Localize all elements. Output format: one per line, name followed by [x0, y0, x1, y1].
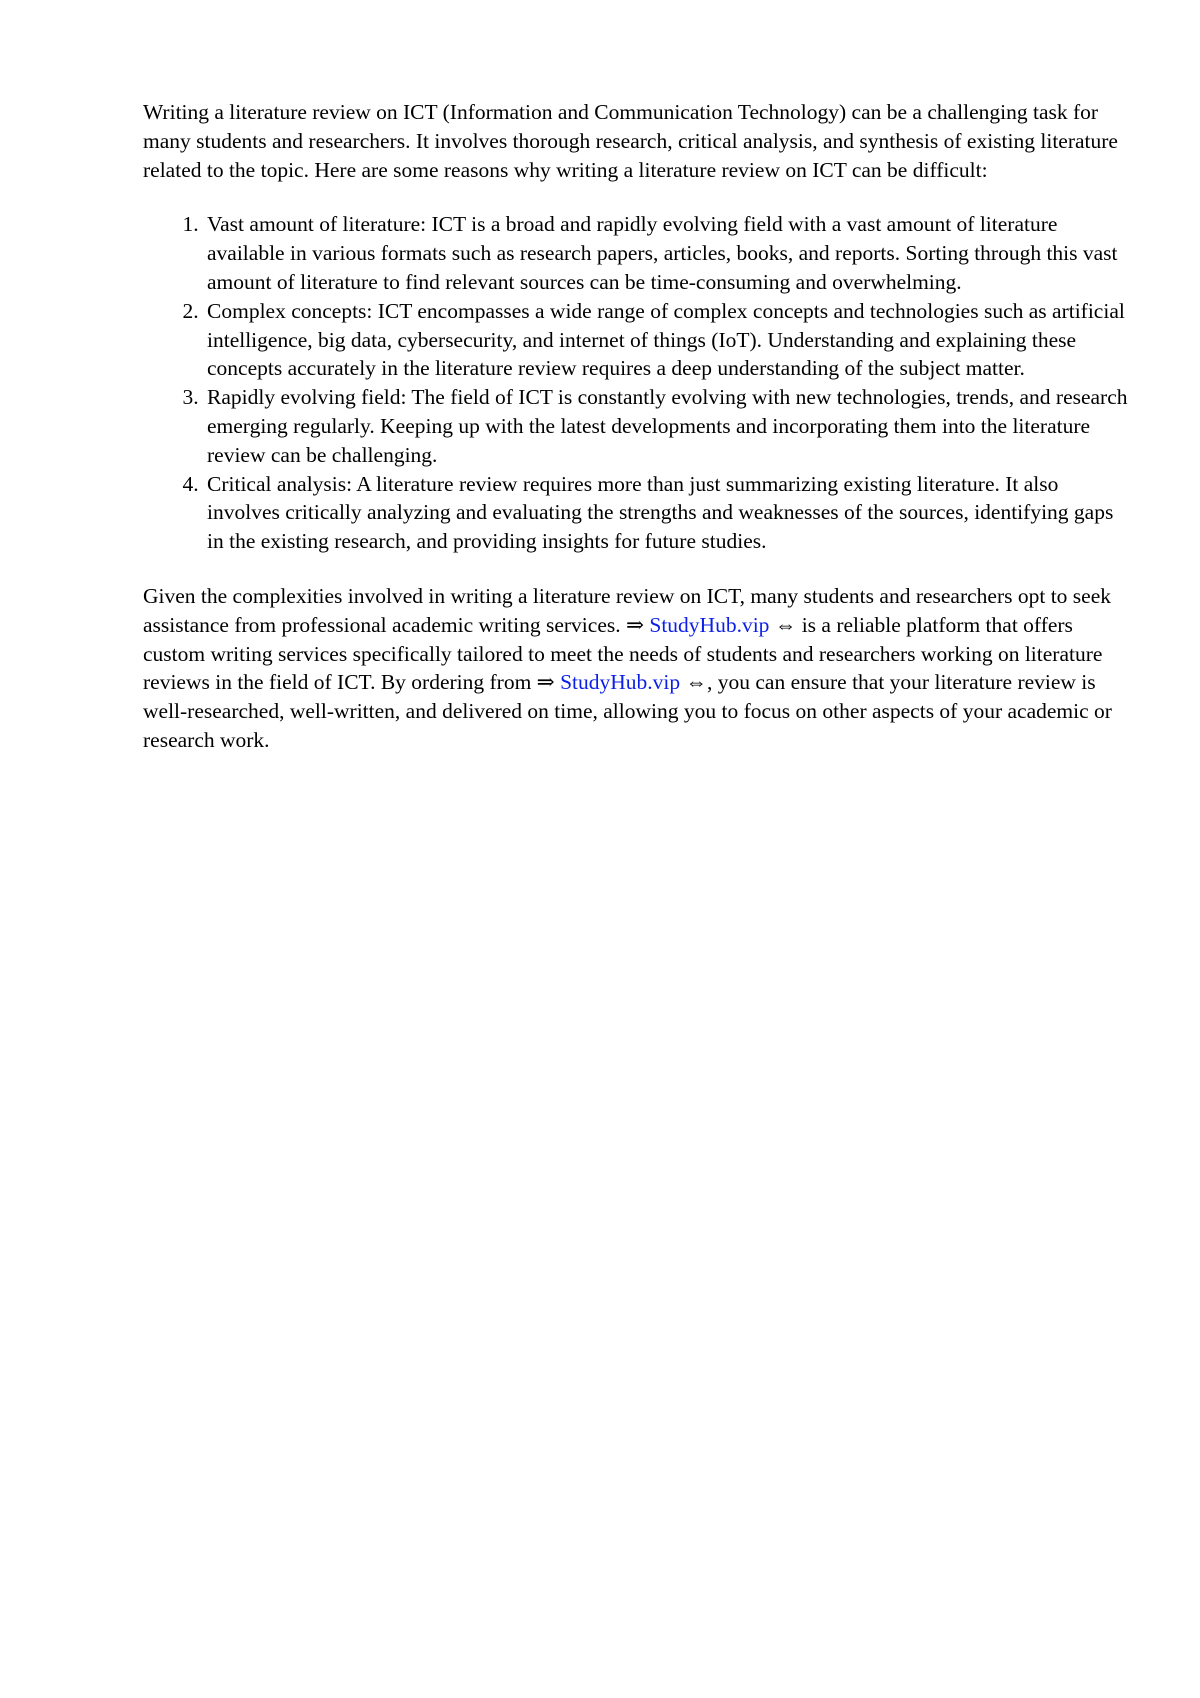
closing-text-1: Given the complexities involved in writing a literature review on ICT, many students and researchers opt to seek assistance from professional academic writing services. ⇒ [143, 583, 1112, 637]
closing-text-3: ⇔, you can ensure that your literature review is well-researched, well-written, and delivered on time, allowing you to focus on other aspects of your academic or research work. [143, 670, 1112, 752]
studyhub-link-2[interactable]: StudyHub.vip [560, 670, 681, 695]
reasons-list [143, 210, 1133, 556]
list-item: 1. Vast amount of literature: ICT is a broad and rapidly evolving field with a vast amount of literature available in various formats such as research papers, articles, books, and reports. Sorting through this vast amount of literature to find relevant sources can be time-consuming and overwhelming. [204, 210, 1133, 296]
list-item: 4. Critical analysis: A literature review requires more than just summarizing existing literature. It also involves critically analyzing and evaluating the strengths and weaknesses of the sources, identifying gaps in the existing research, and providing insights for future studies. [204, 470, 1133, 556]
closing-paragraph [143, 582, 1133, 755]
intro-paragraph: Writing a literature review on ICT (Information and Communication Technology) can be a challenging task for many students and researchers. It involves thorough research, critical analysis, and synthesis of existing literature related to the topic. Here are some reasons why writing a literature review on ICT can be difficult: [143, 100, 1118, 182]
list-item: 2. Complex concepts: ICT encompasses a wide range of complex concepts and technologies such as artificial intelligence, big data, cybersecurity, and internet of things (IoT). Understanding and explaining these concepts accurately in the literature review requires a deep understanding of the subject matter. [204, 297, 1133, 383]
closing-text-2: ⇔ is a reliable platform that offers custom writing services specifically tailored to meet the needs of students and researchers working on literature reviews in the field of ICT. By ordering from ⇒ [143, 612, 1103, 695]
studyhub-link[interactable]: StudyHub.vip [649, 612, 770, 637]
list-item: 3. Rapidly evolving field: The field of ICT is constantly evolving with new technologies, trends, and research emerging regularly. Keeping up with the latest developments and incorporating them into the literature review can be challenging. [204, 383, 1133, 469]
document-page [143, 98, 1133, 755]
